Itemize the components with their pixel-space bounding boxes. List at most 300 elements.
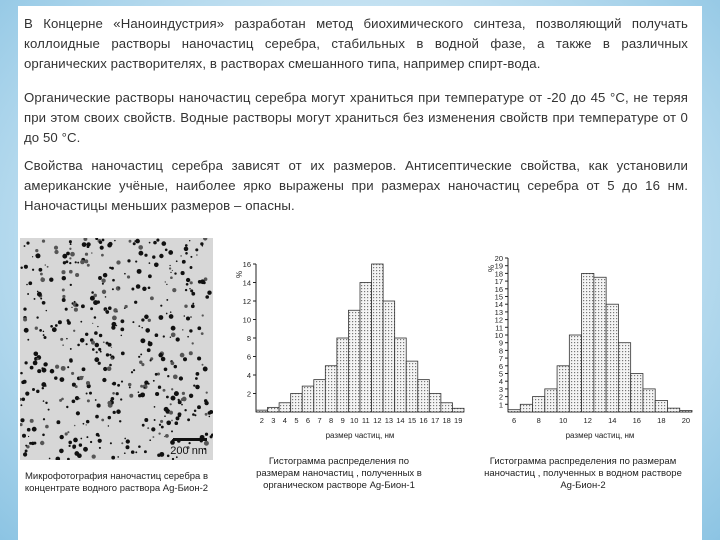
particle [186, 278, 190, 282]
x-tick-label: 14 [396, 416, 405, 425]
histogram-bar [337, 338, 349, 412]
particle [24, 361, 27, 364]
particle [37, 291, 39, 293]
particle [142, 424, 145, 427]
particle [98, 276, 102, 280]
x-tick-label: 6 [512, 416, 517, 425]
particle [165, 281, 166, 282]
particle [90, 441, 92, 443]
particle [20, 267, 22, 269]
y-tick-label: 14 [242, 278, 251, 288]
micrograph-image [20, 238, 213, 460]
particle [166, 396, 169, 399]
particle [87, 245, 90, 248]
particle [109, 267, 111, 269]
particle [68, 445, 70, 447]
particle [74, 425, 76, 427]
particle [87, 264, 90, 267]
particle [69, 240, 72, 243]
histogram-water-svg [478, 252, 698, 448]
particle [202, 364, 204, 366]
particle [189, 394, 193, 398]
particle [67, 458, 70, 460]
particle [197, 405, 201, 409]
particle [150, 296, 154, 300]
particle [96, 351, 98, 353]
particle [160, 305, 162, 307]
particle [205, 295, 209, 299]
particle [138, 356, 140, 358]
particle [83, 238, 87, 241]
particle [167, 375, 169, 377]
particle [196, 254, 197, 255]
particle [155, 373, 158, 376]
particle [77, 262, 79, 264]
particle [182, 329, 183, 330]
x-tick-label: 14 [608, 416, 617, 425]
particle [20, 404, 22, 406]
x-tick-label: 13 [384, 416, 394, 425]
y-axis-label: % [487, 264, 496, 272]
particle [157, 453, 160, 456]
particle [176, 416, 180, 420]
particle [67, 366, 69, 368]
particle [189, 329, 192, 332]
particle [43, 336, 46, 339]
particle [50, 325, 53, 328]
particle [32, 388, 35, 391]
particle [102, 290, 106, 294]
particle [43, 331, 45, 333]
particle [25, 450, 28, 453]
y-tick-label: 2 [246, 389, 251, 399]
y-tick-label: 4 [498, 377, 503, 387]
particle [52, 327, 57, 332]
particle [80, 260, 85, 265]
particle [73, 330, 75, 332]
particle [91, 252, 93, 254]
particle [111, 347, 112, 348]
histogram-bar [291, 394, 303, 413]
particle [25, 392, 29, 396]
particle [187, 336, 189, 338]
particle [112, 288, 114, 290]
particle [92, 323, 93, 324]
particle [86, 393, 88, 395]
particle [182, 392, 185, 395]
histogram-water-caption: Гистограмма распределения по размерам наночастиц , полученных в водном растворе Ag-Бион-2 [484, 456, 682, 491]
y-tick-label: 4 [246, 371, 251, 380]
particle [116, 311, 117, 312]
particle [124, 305, 127, 308]
particle [43, 400, 45, 402]
particle [70, 252, 75, 257]
particle [31, 442, 35, 446]
particle [196, 372, 200, 376]
particle [90, 307, 93, 310]
particle [108, 242, 112, 246]
particle [70, 243, 72, 245]
histogram-bar [360, 283, 372, 413]
particle [107, 366, 112, 371]
particle [65, 432, 68, 435]
particle [43, 334, 45, 336]
histogram-bar [606, 304, 618, 412]
particle [138, 394, 141, 397]
histogram-bar [302, 386, 314, 412]
particle [171, 332, 176, 337]
particle [55, 457, 60, 460]
particle [140, 353, 142, 355]
particle [109, 354, 111, 356]
particle [134, 301, 137, 304]
particle [112, 392, 115, 395]
particle [108, 306, 112, 310]
particle [192, 342, 194, 344]
particle [174, 421, 178, 425]
particle [164, 436, 165, 437]
particle [65, 308, 68, 311]
particle [33, 351, 38, 356]
x-tick-label: 2 [259, 416, 264, 425]
particle [70, 284, 72, 286]
particle [37, 292, 42, 297]
particle [134, 240, 136, 242]
particle [179, 376, 183, 380]
particle [170, 403, 172, 405]
particle [138, 251, 143, 256]
x-axis-label: размер частиц, нм [565, 431, 635, 440]
particle [86, 424, 87, 425]
particle [164, 367, 168, 371]
particle [76, 304, 79, 307]
particle [152, 255, 155, 258]
particle [128, 383, 131, 386]
particle [174, 272, 176, 274]
particle [93, 294, 97, 298]
particle [203, 238, 207, 241]
particle [136, 284, 141, 289]
particle [61, 366, 66, 371]
particle [184, 247, 189, 252]
particle [169, 265, 170, 266]
particle [105, 296, 107, 298]
particle [42, 239, 45, 242]
particle [84, 259, 88, 263]
histogram-bar [395, 338, 407, 412]
particle [144, 418, 148, 422]
x-tick-label: 11 [361, 416, 370, 425]
particle [108, 343, 112, 347]
slide [18, 6, 702, 540]
particle [189, 288, 190, 289]
particle [129, 394, 133, 398]
particle [45, 425, 49, 429]
particle [141, 327, 143, 329]
particle [45, 402, 47, 404]
particle [42, 368, 47, 373]
particle [59, 399, 62, 402]
particle [171, 420, 173, 422]
particle [86, 436, 88, 438]
particle [152, 436, 154, 438]
particle [204, 401, 208, 405]
histogram-bar [655, 400, 667, 412]
particle [24, 245, 26, 247]
particle [111, 397, 115, 401]
particle [62, 276, 66, 280]
particle [66, 406, 68, 408]
particle [121, 442, 123, 444]
particle [20, 372, 23, 375]
x-tick-label: 17 [430, 416, 440, 425]
particle [197, 356, 201, 360]
particle [75, 385, 78, 388]
particle [120, 328, 124, 332]
particle [160, 420, 163, 423]
particle [116, 409, 121, 414]
particle [193, 384, 195, 386]
particle [85, 333, 88, 336]
y-tick-label: 16 [242, 260, 251, 269]
particle [166, 420, 171, 425]
particle [189, 240, 190, 241]
particle [48, 409, 50, 411]
particle [116, 392, 119, 395]
y-tick-label: 20 [494, 254, 503, 263]
particle [138, 325, 140, 327]
histogram-bar [348, 310, 360, 412]
histogram-bar [618, 343, 630, 412]
particle [147, 427, 149, 429]
x-tick-label: 18 [657, 416, 666, 425]
particle [79, 398, 81, 400]
histogram-bar [372, 264, 384, 412]
histogram-bar [569, 335, 581, 412]
particle [176, 337, 180, 341]
particle [169, 267, 171, 269]
particle [170, 272, 171, 273]
particle [170, 337, 171, 338]
y-tick-label: 2 [498, 392, 503, 402]
particle [120, 398, 122, 400]
particle [112, 316, 117, 321]
particle [202, 314, 204, 316]
particle [195, 385, 200, 390]
particle [149, 262, 151, 264]
particle [165, 434, 169, 438]
particle [62, 344, 63, 345]
particle [60, 338, 63, 341]
particle [23, 452, 27, 456]
x-tick-label: 8 [536, 416, 541, 425]
particle [103, 341, 105, 343]
particle [158, 386, 161, 389]
particle [205, 433, 208, 436]
y-tick-label: 6 [498, 361, 503, 371]
particle [30, 419, 34, 423]
histogram-bar [418, 380, 430, 412]
particle [46, 310, 47, 311]
particle [49, 458, 51, 460]
particle [66, 338, 68, 340]
x-tick-label: 19 [454, 416, 463, 425]
particle [80, 321, 82, 323]
particle [107, 401, 111, 405]
particle [147, 348, 151, 352]
particle [124, 438, 126, 440]
particle [34, 298, 36, 300]
particle [163, 335, 165, 337]
particle [44, 362, 48, 366]
x-tick-label: 12 [373, 416, 382, 425]
particle [172, 270, 173, 271]
particle [185, 244, 188, 247]
particle [69, 248, 71, 250]
particle [182, 261, 184, 263]
particle [165, 248, 168, 251]
particle [22, 434, 26, 438]
particle [55, 324, 58, 327]
x-tick-label: 9 [340, 416, 345, 425]
particle [108, 416, 111, 419]
particle [36, 390, 39, 393]
particle [181, 271, 185, 275]
histogram-bar [643, 389, 655, 412]
micrograph-dots [20, 238, 213, 460]
particle [192, 303, 194, 305]
particle [133, 369, 135, 371]
particle [131, 450, 135, 454]
particle [106, 353, 109, 356]
particle [191, 292, 195, 296]
particle [85, 253, 88, 256]
particle [178, 399, 180, 401]
particle [121, 335, 123, 337]
particle [30, 366, 34, 370]
particle [67, 431, 69, 433]
y-tick-label: 13 [494, 307, 503, 317]
histogram-bar [533, 397, 545, 412]
particle [170, 311, 172, 313]
particle [71, 307, 72, 308]
particle [62, 254, 67, 259]
particle [135, 451, 137, 453]
particle [131, 288, 134, 291]
particle [95, 399, 97, 401]
histogram-water [478, 252, 698, 448]
paragraph-2: Органические растворы наночастиц серебра могут храниться при температуре от -20 до 45 °С, не теряя при этом своих свойств. Водные растворы могут храниться без изменения свойств при температуре от 0 до 50 °С. [24, 90, 688, 145]
particle [23, 307, 26, 310]
particle [39, 268, 43, 272]
particle [54, 246, 58, 250]
particle [55, 365, 59, 369]
particle [32, 256, 33, 257]
particle [92, 348, 95, 351]
particle [171, 430, 173, 432]
particle [98, 435, 100, 437]
particle [23, 380, 27, 384]
particle [41, 382, 46, 387]
paragraph-1: В Концерне «Наноиндустрия» разработан метод биохимического синтеза, позволяющий получать коллоидные растворы наночастиц серебра, стабильных в водной фазе, а также в различных органических растворителях, в растворах смешанного типа, например спирт-вода. [24, 16, 688, 71]
particle [203, 367, 208, 372]
histogram-bar [325, 366, 337, 412]
particle [121, 352, 125, 356]
particle [95, 343, 99, 347]
particle [192, 413, 195, 416]
x-tick-label: 3 [271, 416, 276, 425]
particle [97, 300, 100, 303]
histogram-bar [667, 408, 679, 412]
particle [60, 377, 65, 382]
particle [50, 369, 55, 374]
particle [153, 380, 155, 382]
particle [209, 416, 211, 418]
particle [40, 441, 44, 445]
particle [161, 357, 166, 362]
histogram-organic-caption: Гистограмма распределения по размерам наночастиц , полученных в органическом растворе Ag-Бион-1 [256, 456, 422, 491]
particle [95, 415, 99, 419]
particle [74, 308, 78, 312]
particle [164, 407, 169, 412]
particle [102, 378, 106, 382]
particle [39, 329, 42, 332]
particle [159, 315, 164, 320]
particle [83, 423, 85, 425]
particle [97, 326, 98, 327]
particle [24, 328, 29, 333]
particle [208, 411, 212, 415]
histogram-bar [452, 408, 464, 412]
y-tick-label: 7 [498, 354, 503, 364]
particle [176, 260, 178, 262]
histogram-bar [441, 403, 453, 412]
y-tick-label: 8 [246, 334, 251, 343]
particle [197, 326, 201, 330]
particle [105, 310, 109, 314]
particle [191, 304, 195, 308]
y-tick-label: 10 [494, 331, 503, 340]
particle [148, 341, 150, 343]
x-tick-label: 18 [442, 416, 451, 425]
particle [140, 338, 145, 343]
particle [62, 298, 66, 302]
particle [126, 445, 130, 449]
particle [89, 392, 92, 395]
particle [69, 257, 71, 259]
histogram-bar [557, 366, 569, 412]
particle [167, 455, 170, 458]
particle [114, 240, 115, 241]
particle [200, 242, 203, 245]
histogram-bar [508, 410, 520, 412]
particle [148, 286, 151, 289]
particle [81, 304, 85, 308]
particle [124, 273, 126, 275]
particle [144, 387, 145, 388]
particle [166, 313, 168, 315]
x-tick-label: 4 [282, 416, 287, 425]
particle [181, 404, 183, 406]
particle [169, 314, 174, 319]
particle [135, 261, 137, 263]
particle [109, 364, 112, 367]
particle [158, 432, 160, 434]
particle [42, 387, 44, 389]
particle [103, 367, 107, 371]
particle [171, 388, 173, 390]
particle [54, 376, 57, 379]
